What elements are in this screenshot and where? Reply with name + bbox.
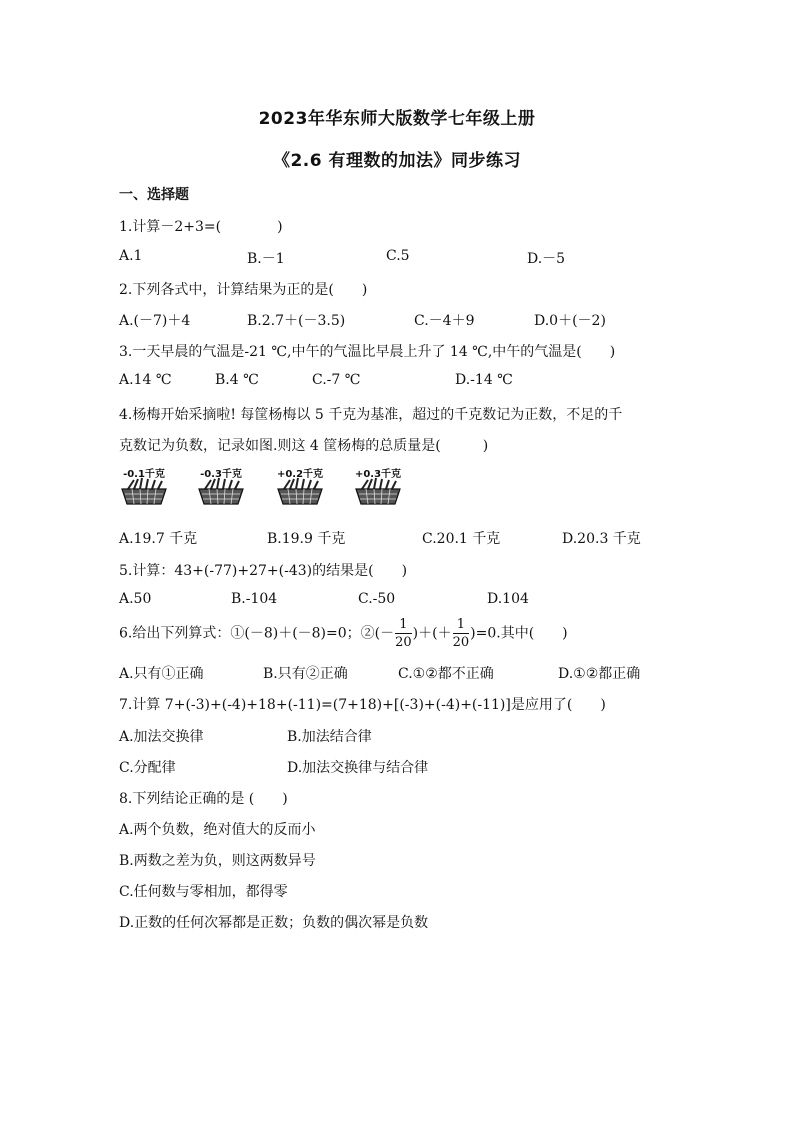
worksheet-subtitle: 《2.6 有理数的加法》同步练习 — [272, 151, 522, 171]
question-8-option-b: B.两数之差为负，则这两数异号 — [119, 853, 316, 869]
question-4-option-b: B.19.9 千克 — [267, 531, 346, 547]
basket-figure-1 — [116, 465, 172, 505]
question-7-option-a: A.加法交换律 — [119, 729, 204, 745]
question-6-stem-part-1: 6.给出下列算式：①(－8)＋(－8)=0；②(－ — [119, 625, 395, 642]
basket-figure-3 — [272, 465, 328, 505]
question-5-option-d: D.104 — [487, 591, 529, 607]
basket-icon — [197, 477, 245, 507]
question-6-option-b: B.只有②正确 — [263, 666, 348, 682]
basket-label-1: -0.1千克 — [123, 469, 165, 480]
question-4-option-c: C.20.1 千克 — [422, 531, 501, 547]
question-8-option-a: A.两个负数，绝对值大的反而小 — [119, 822, 316, 838]
basket-icon — [276, 477, 324, 507]
question-6-option-c: C.①②都不正确 — [398, 666, 494, 682]
question-1-stem: 1.计算－2+3=( ) — [119, 219, 283, 235]
question-7-option-d: D.加法交换律与结合律 — [287, 760, 429, 776]
question-1-option-b: B.－1 — [247, 251, 285, 267]
question-6-stem-part-3: )=0.其中( ) — [470, 625, 568, 642]
basket-icon — [120, 477, 168, 507]
fraction-2-numerator: 1 — [453, 618, 470, 634]
fraction-1 — [395, 618, 412, 649]
question-7-option-b: B.加法结合律 — [287, 729, 372, 745]
question-6-stem — [119, 618, 568, 649]
question-5-stem: 5.计算：43+(-77)+27+(-43)的结果是( ) — [119, 563, 408, 579]
question-4-option-a: A.19.7 千克 — [119, 531, 198, 547]
fraction-1-numerator: 1 — [395, 618, 412, 634]
question-2-option-c: C.－4＋9 — [414, 313, 475, 329]
question-8-option-d: D.正数的任何次幂都是正数；负数的偶次幂是负数 — [119, 915, 429, 931]
question-5-option-a: A.50 — [119, 591, 152, 607]
question-8-option-c: C.任何数与零相加，都得零 — [119, 884, 288, 900]
question-4-stem-line-2: 克数记为负数，记录如图.则这 4 筐杨梅的总质量是( ) — [119, 438, 489, 454]
question-4-stem-line-1: 4.杨梅开始采摘啦! 每筐杨梅以 5 千克为基准，超过的千克数记为正数，不足的千 — [119, 407, 623, 423]
question-5-option-b: B.-104 — [231, 591, 278, 607]
worksheet-title: 2023年华东师大版数学七年级上册 — [258, 109, 536, 129]
question-3-stem: 3.一天早晨的气温是-21 ℃,中午的气温比早晨上升了 14 ℃,中午的气温是( ) — [119, 344, 616, 360]
question-8-stem: 8.下列结论正确的是 ( ) — [119, 791, 288, 807]
basket-label-2: -0.3千克 — [200, 469, 242, 480]
fraction-1-denominator: 20 — [395, 635, 412, 650]
question-2-option-b: B.2.7＋(－3.5) — [247, 313, 346, 329]
question-6-option-d: D.①②都正确 — [558, 666, 641, 682]
basket-label-4: +0.3千克 — [354, 469, 402, 480]
question-3-option-a: A.14 ℃ — [119, 372, 172, 388]
basket-icon — [354, 477, 402, 507]
question-6-option-a: A.只有①正确 — [119, 666, 204, 682]
question-2-stem: 2.下列各式中，计算结果为正的是( ) — [119, 282, 368, 298]
question-7-stem: 7.计算 7+(-3)+(-4)+18+(-11)=(7+18)+[(-3)+(-4)+(-11)]是应用了( ) — [119, 697, 606, 713]
question-1-option-d: D.－5 — [527, 251, 566, 267]
basket-figure-2 — [193, 465, 249, 505]
section-heading: 一、选择题 — [119, 187, 189, 203]
question-1-option-c: C.5 — [386, 248, 410, 264]
question-1-option-a: A.1 — [119, 248, 143, 264]
question-5-option-c: C.-50 — [358, 591, 396, 607]
question-2-option-a: A.(－7)＋4 — [119, 313, 191, 329]
question-3-option-c: C.-7 ℃ — [312, 372, 361, 388]
question-4-option-d: D.20.3 千克 — [562, 531, 641, 547]
question-3-option-d: D.-14 ℃ — [455, 372, 513, 388]
basket-label-3: +0.2千克 — [276, 469, 324, 480]
question-6-stem-part-2: )＋(＋ — [412, 625, 452, 642]
fraction-2 — [453, 618, 470, 649]
question-7-option-c: C.分配律 — [119, 760, 176, 776]
fraction-2-denominator: 20 — [452, 635, 470, 650]
basket-figure-4 — [350, 465, 406, 505]
question-3-option-b: B.4 ℃ — [215, 372, 259, 388]
question-2-option-d: D.0＋(－2) — [534, 313, 606, 329]
